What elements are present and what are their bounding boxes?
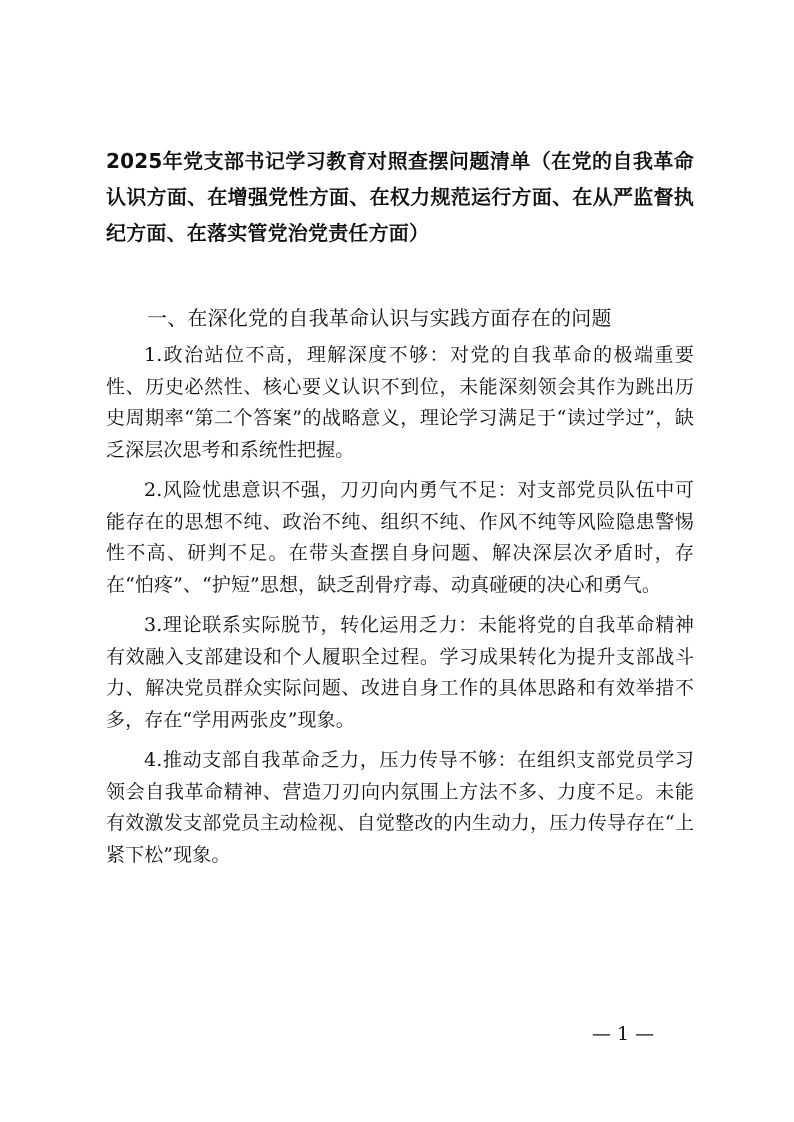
document-body [106,340,694,880]
paragraph-4: 4.推动支部自我革命乏力，压力传导不够：在组织支部党员学习领会自我革命精神、营造刀刃向内氛围上方法不多、力度不足。未能有效激发支部党员主动检视、自觉整改的内生动力，压力传导存在“上紧下松”现象。 [106,749,694,866]
paragraph-1: 1.政治站位不高，理解深度不够：对党的自我革命的极端重要性、历史必然性、核心要义认识不到位，未能深刻领会其作为跳出历史周期率“第二个答案”的战略意义，理论学习满足于“读过学过”，缺乏深层次思考和系统性把握。 [106,344,694,461]
page-number: — 1 — [592,1023,655,1045]
section-heading: 一、在深化党的自我革命认识与实践方面存在的问题 [147,306,612,330]
paragraph-3: 3.理论联系实际脱节，转化运用乏力：未能将党的自我革命精神有效融入支部建设和个人履职全过程。学习成果转化为提升支部战斗力、解决党员群众实际问题、改进自身工作的具体思路和有效举措不多，存在“学用两张皮”现象。 [106,614,694,731]
paragraph-2: 2.风险忧患意识不强，刀刃向内勇气不足：对支部党员队伍中可能存在的思想不纯、政治不纯、组织不纯、作风不纯等风险隐患警惕性不高、研判不足。在带头查摆自身问题、解决深层次矛盾时，存在“怕疼”、“护短”思想，缺乏刮骨疗毒、动真碰硬的决心和勇气。 [106,479,694,596]
document-title: 2025年党支部书记学习教育对照查摆问题清单（在党的自我革命认识方面、在增强党性方面、在权力规范运行方面、在从严监督执纪方面、在落实管党治党责任方面） [106,149,694,245]
